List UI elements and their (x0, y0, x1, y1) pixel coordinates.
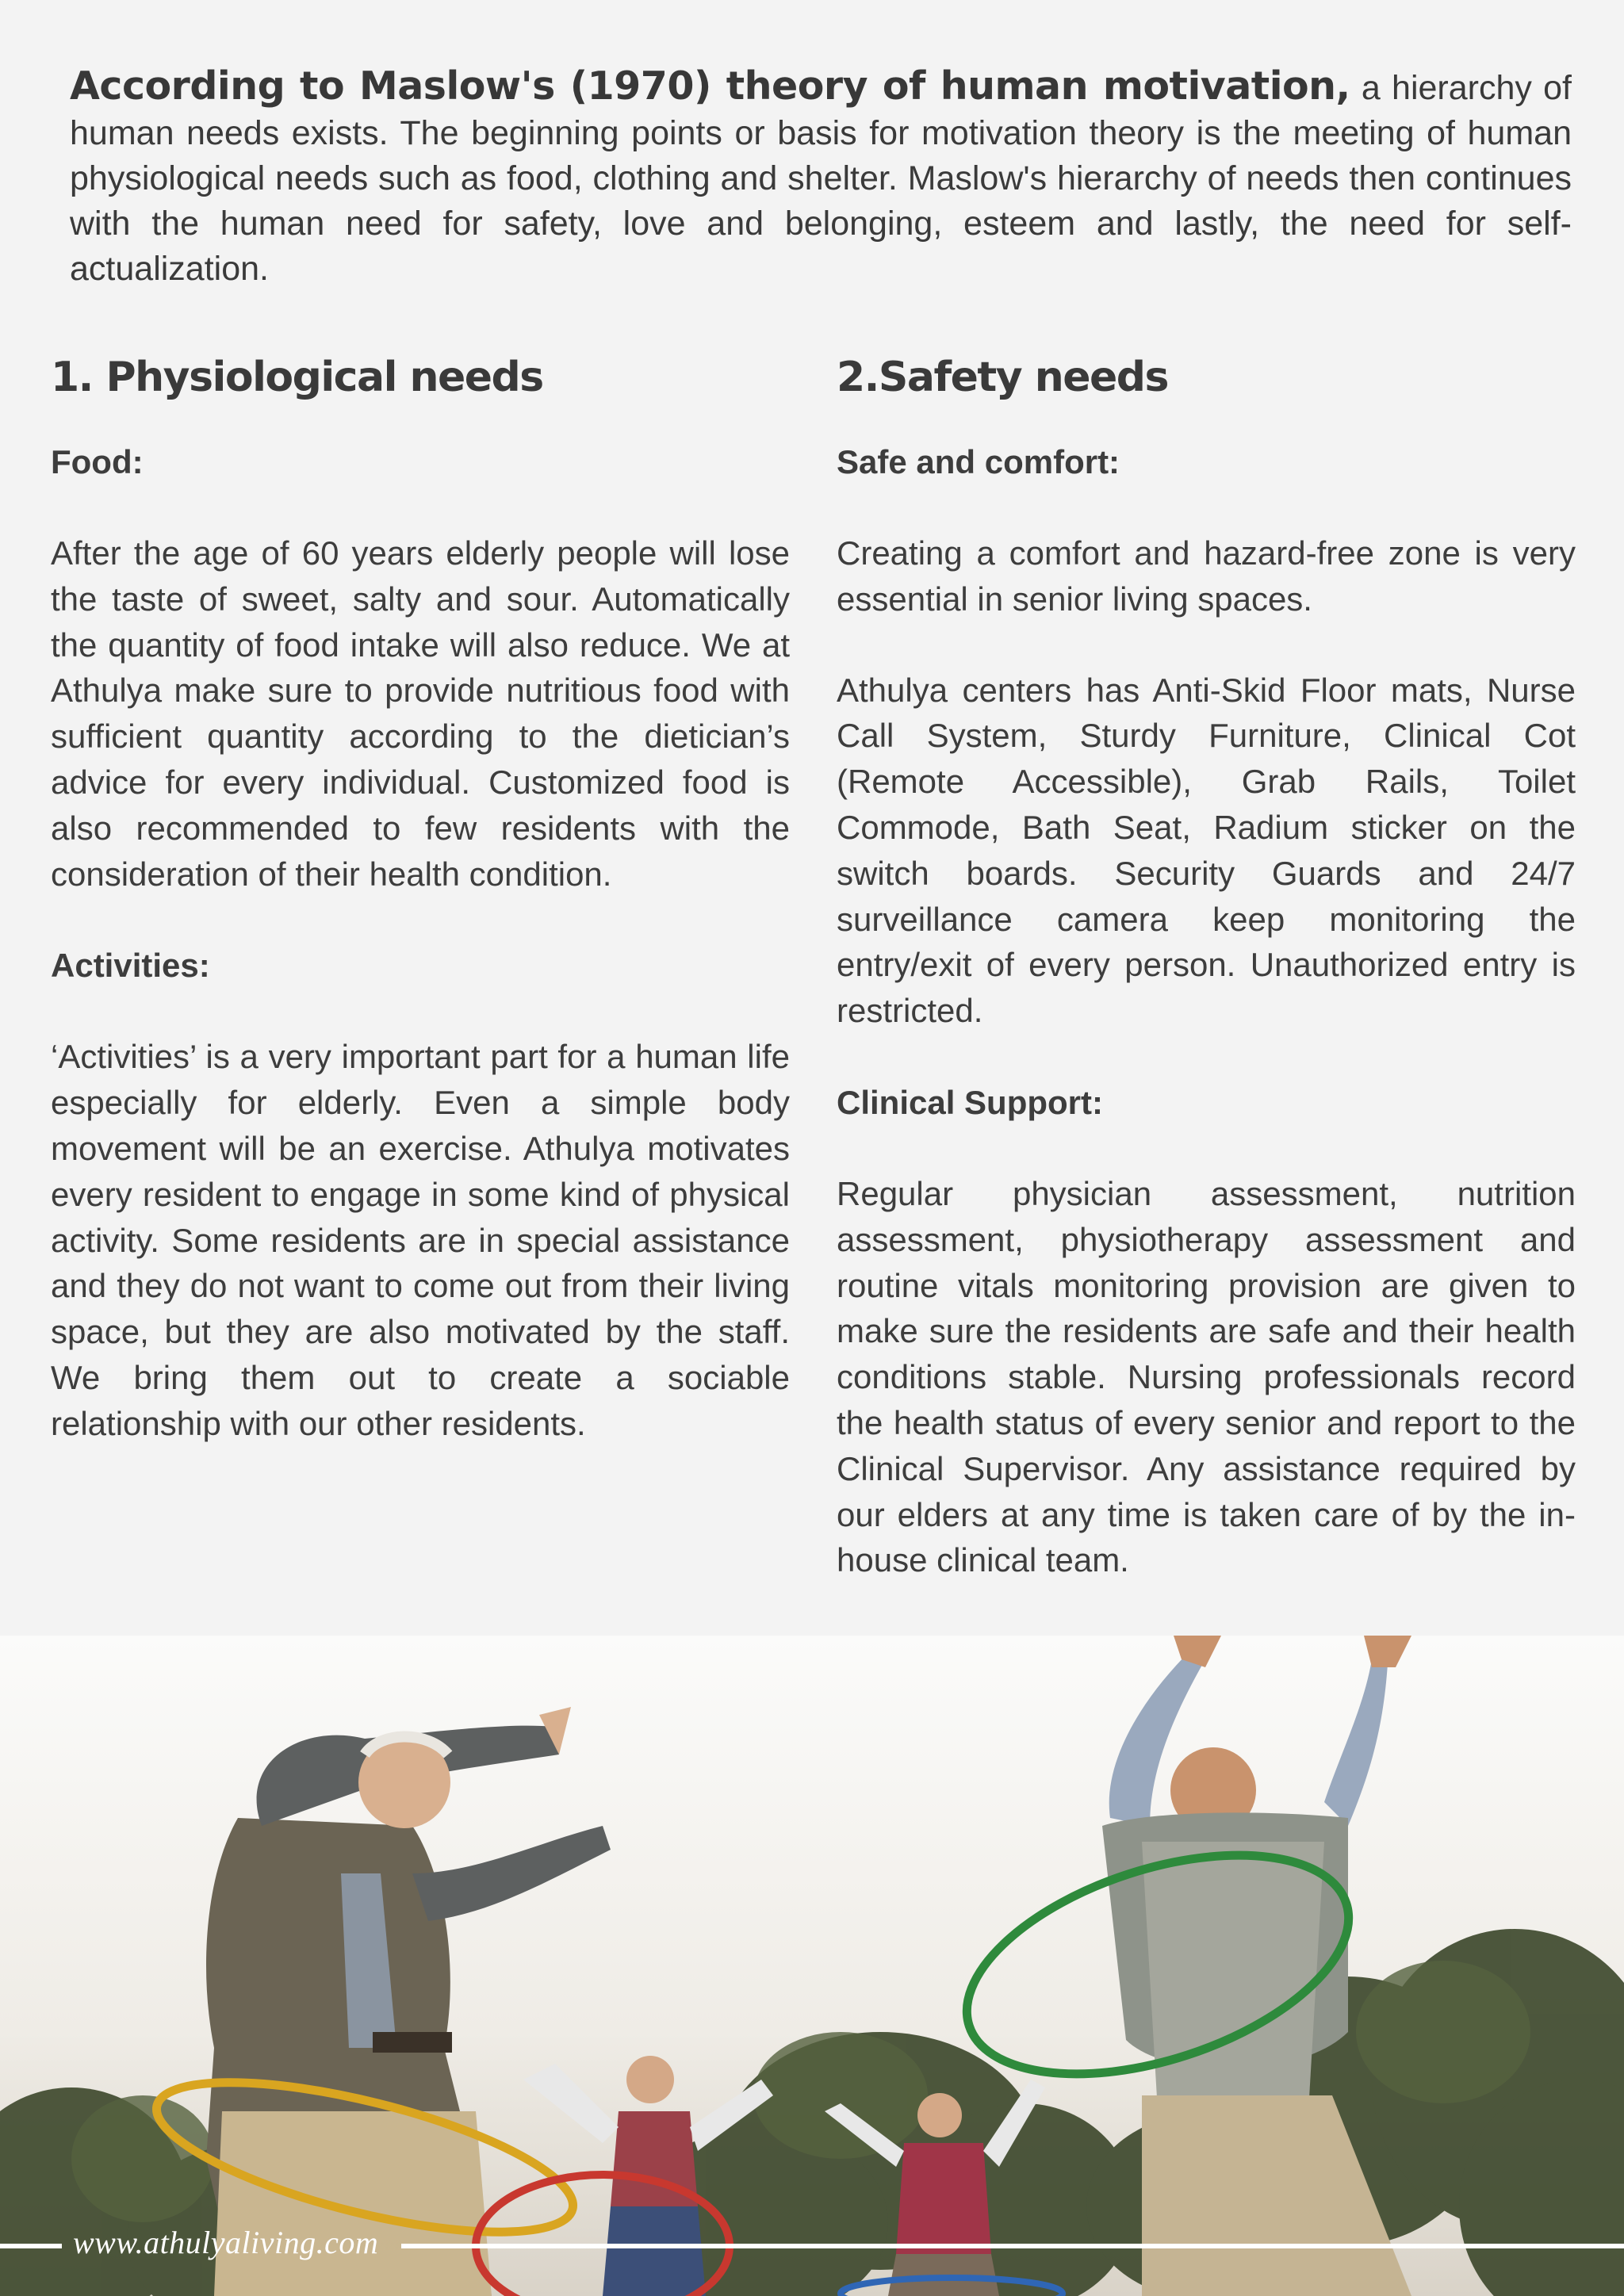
activities-heading: Activities: (51, 947, 210, 985)
food-paragraph: After the age of 60 years elderly people will lose the taste of sweet, salty and sour. Automatically the quantity of food intake will also reduce. We at Athulya make sure to provide nutritious food with sufficient quantity according to the dietician’s advice for every individual. Customized food is also recommended to few residents with the consideration of their health condition. (51, 534, 790, 893)
elderly-hula-hoop-photo (0, 1636, 1624, 2296)
safe-comfort-heading: Safe and comfort: (837, 443, 1120, 480)
intro-text: a hierarchy of human needs exists. The beginning points or basis for motivation theory is the meeting of human physiological needs such as food, clothing and shelter. Maslow's hierarchy of needs then continues with the human need for safety, love and belonging, esteem and lastly, the need for self-actualization. (70, 69, 1572, 288)
photo-illustration-icon (0, 1636, 1624, 2296)
footer-line-right (401, 2244, 1624, 2248)
safety-column (837, 349, 1576, 1583)
safety-heading: 2.Safety needs (837, 354, 1168, 401)
clinical-paragraph: Regular physician assessment, nutrition assessment, physiotherapy assessment and routine vitals monitoring provision are given to make sure the residents are safe and their health conditions stable. Nursing professionals record the health status of every senior and report to the Clinical Supervisor. Any assistance required by our elders at any time is taken care of by the in-house clinical team. (837, 1174, 1576, 1579)
physiological-heading: 1. Physiological needs (51, 354, 543, 401)
safe-paragraph-1: Creating a comfort and hazard-free zone is very essential in senior living spaces. (837, 534, 1576, 618)
safe-paragraph-2: Athulya centers has Anti-Skid Floor mats, Nurse Call System, Sturdy Furniture, Clinical Cot (Remote Accessible), Grab Rails, Toilet Commode, Bath Seat, Radium sticker on the switch boards. Security Guards and 24/7 surveillance camera keep monitoring the entry/exit of every person. Unauthorized entry is restricted. (837, 671, 1576, 1030)
intro-paragraph (70, 63, 1572, 292)
website-url[interactable]: www.athulyaliving.com (73, 2225, 379, 2260)
clinical-heading: Clinical Support: (837, 1083, 1103, 1121)
intro-lead: According to Maslow's (1970) theory of human motivation, (70, 63, 1350, 109)
physiological-column (51, 349, 790, 1447)
activities-paragraph: ‘Activities’ is a very important part for a human life especially for elderly. Even a simple body movement will be an exercise. Athulya motivates every resident to engage in some kind of physical activity. Some residents are in special assistance and they do not want to come out from their living space, but they are also motivated by the staff. We bring them out to create a sociable relationship with our other residents. (51, 1038, 790, 1442)
food-heading: Food: (51, 443, 144, 480)
footer-line-left (0, 2244, 62, 2248)
